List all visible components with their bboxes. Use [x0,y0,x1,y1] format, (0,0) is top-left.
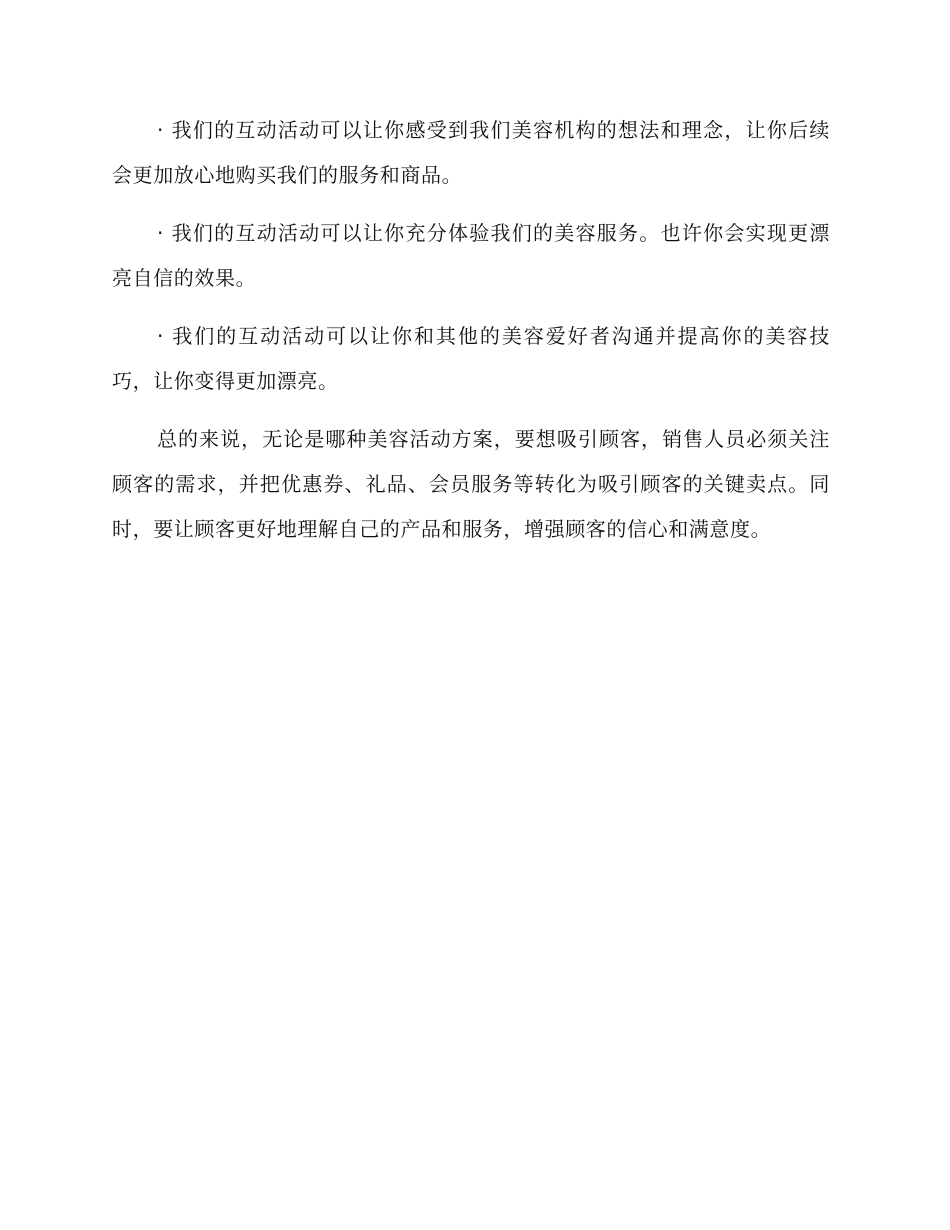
document-page [112,108,830,565]
bullet-paragraph-communication: · 我们的互动活动可以让你和其他的美容爱好者沟通并提高你的美容技巧，让你变得更加漂亮。 [112,324,830,393]
bullet-paragraph-concept: · 我们的互动活动可以让你感受到我们美容机构的想法和理念，让你后续会更加放心地购买我们的服务和商品。 [112,118,830,187]
summary-paragraph: 总的来说，无论是哪种美容活动方案，要想吸引顾客，销售人员必须关注顾客的需求，并把优惠券、礼品、会员服务等转化为吸引顾客的关键卖点。同时，要让顾客更好地理解自己的产品和服务，增强顾客的信心和满意度。 [112,427,830,541]
bullet-paragraph-experience: · 我们的互动活动可以让你充分体验我们的美容服务。也许你会实现更漂亮自信的效果。 [112,221,830,290]
